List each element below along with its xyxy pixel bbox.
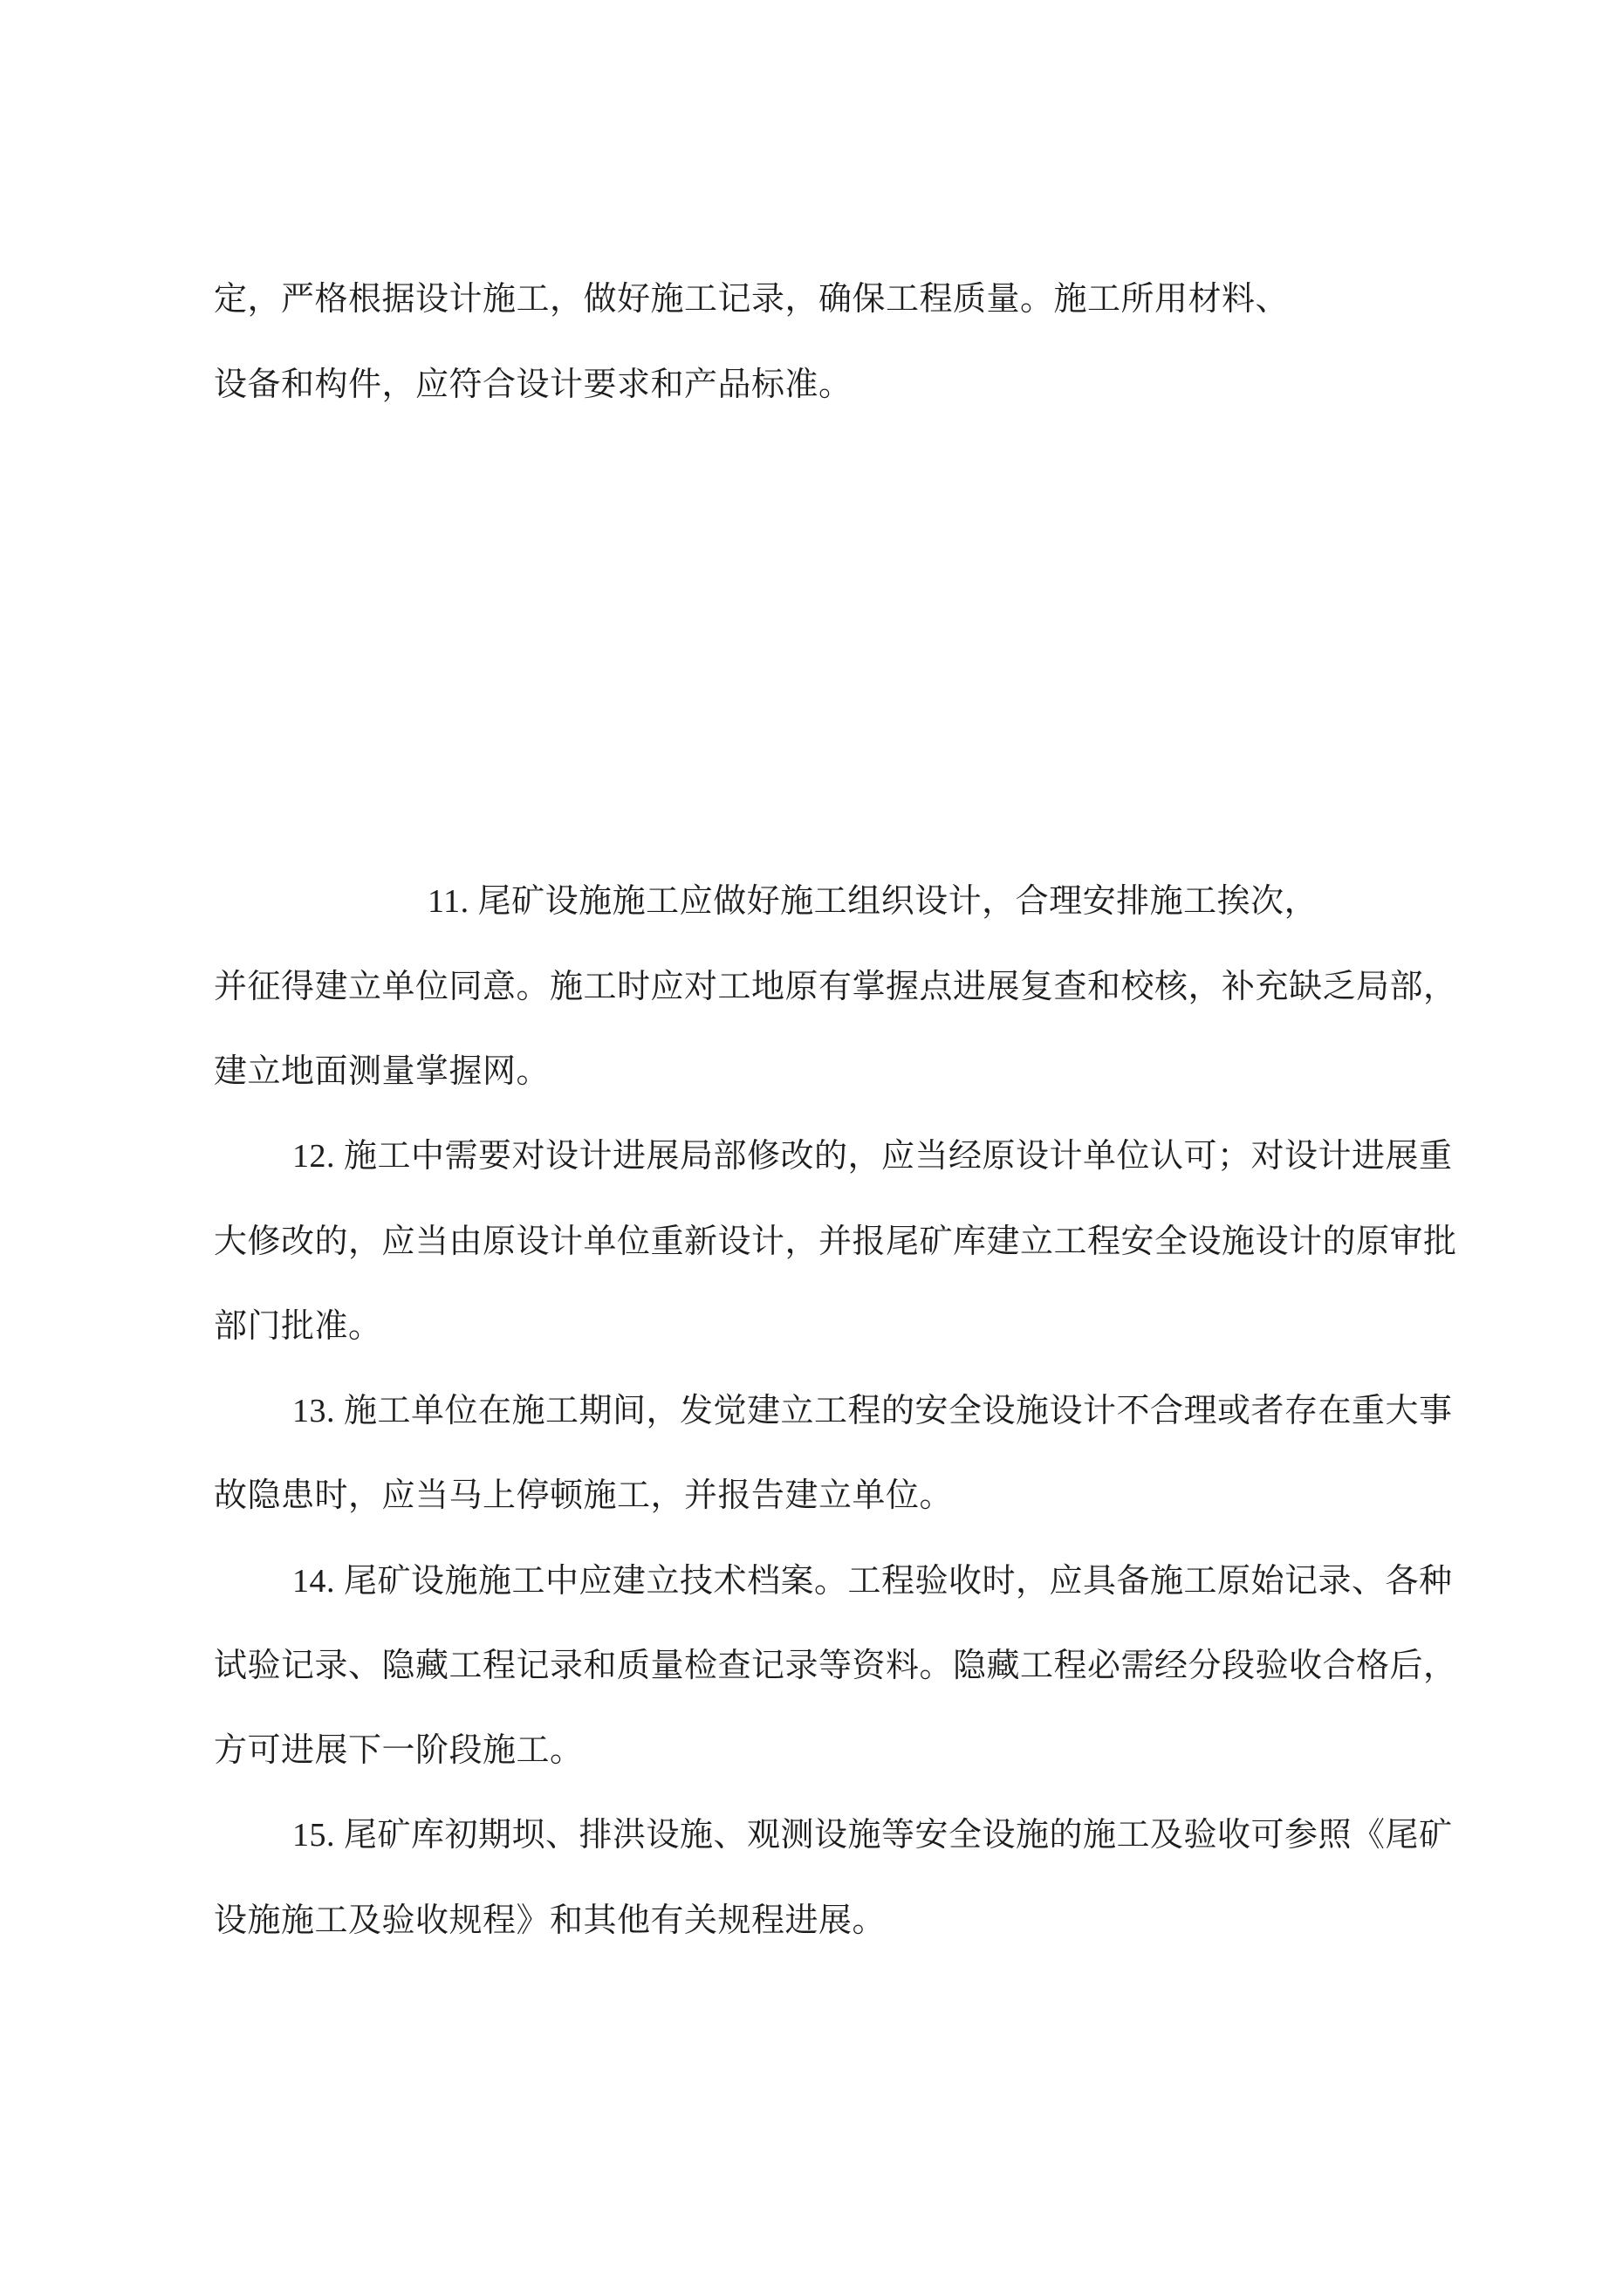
text-line paragraph-15-start: 15. 尾矿库初期坝、排洪设施、观测设施等安全设施的施工及验收可参照《尾矿 <box>292 1817 1453 1854</box>
text-line: 建立地面测量掌握网。 <box>214 1053 551 1090</box>
text-line paragraph-11-start: 11. 尾矿设施施工应做好施工组织设计，合理安排施工挨次， <box>428 883 1318 920</box>
text-line: 部门批准。 <box>214 1308 382 1345</box>
text-line: 试验记录、隐藏工程记录和质量检查记录等资料。隐藏工程必需经分段验收合格后， <box>214 1648 1457 1684</box>
text-line: 故隐患时，应当马上停顿施工，并报告建立单位。 <box>214 1477 954 1514</box>
text-line: 设施施工及验收规程》和其他有关规程进展。 <box>214 1902 887 1939</box>
text-line: 方可进展下一阶段施工。 <box>214 1732 584 1769</box>
text-line paragraph-14-start: 14. 尾矿设施施工中应建立技术档案。工程验收时，应具备施工原始记录、各种 <box>292 1563 1453 1600</box>
text-line: 定，严格根据设计施工，做好施工记录，确保工程质量。施工所用材料、 <box>214 281 1290 318</box>
text-line paragraph-13-start: 13. 施工单位在施工期间，发觉建立工程的安全设施设计不合理或者存在重大事 <box>292 1393 1453 1429</box>
text-line: 设备和构件，应符合设计要求和产品标准。 <box>214 367 853 403</box>
text-line: 大修改的，应当由原设计单位重新设计，并报尾矿库建立工程安全设施设计的原审批 <box>214 1223 1457 1260</box>
text-line: 并征得建立单位同意。施工时应对工地原有掌握点进展复查和校核，补充缺乏局部， <box>214 969 1457 1005</box>
text-line paragraph-12-start: 12. 施工中需要对设计进展局部修改的，应当经原设计单位认可；对设计进展重 <box>292 1138 1453 1175</box>
